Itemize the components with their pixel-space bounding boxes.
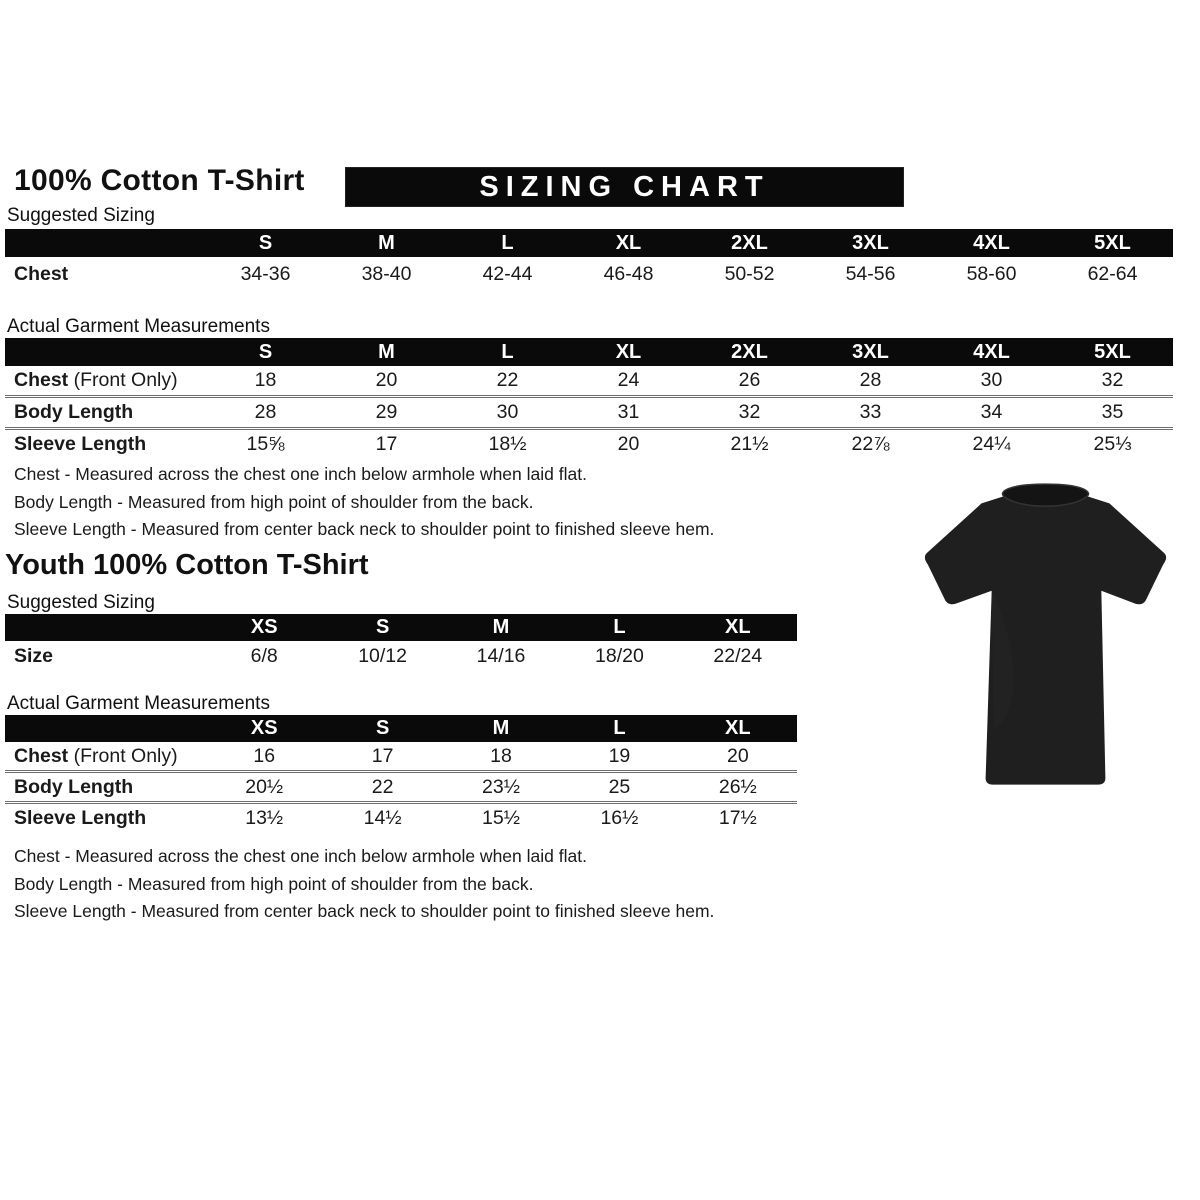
table-row — [5, 366, 1173, 398]
table-cell: 62-64 — [1087, 263, 1138, 285]
table-cell: 42-44 — [482, 263, 533, 285]
column-header: 2XL — [731, 232, 768, 254]
column-header: 5XL — [1094, 232, 1131, 254]
table-cell: 20 — [375, 369, 398, 391]
table-cell: 17 — [375, 433, 398, 455]
table-cell: 34 — [980, 401, 1003, 423]
youth-suggested-header-row — [5, 614, 797, 641]
row-label: Chest — [14, 745, 69, 767]
adult-suggested-header-row — [5, 229, 1173, 257]
table-cell: 28 — [859, 369, 882, 391]
column-header: S — [375, 717, 390, 739]
sizing-chart-banner: SIZING CHART — [345, 167, 904, 207]
table-cell: 21½ — [730, 433, 769, 455]
row-label-suffix: (Front Only) — [68, 745, 178, 767]
column-header: XS — [250, 717, 278, 739]
row-label: Sleeve Length — [14, 807, 147, 829]
column-header: 5XL — [1094, 341, 1131, 363]
row-label: Chest — [14, 369, 69, 391]
row-label: Body Length — [14, 776, 134, 798]
column-header: L — [501, 341, 514, 363]
table-cell: 16½ — [600, 807, 639, 829]
table-row — [5, 773, 797, 804]
table-cell: 34-36 — [240, 263, 291, 285]
column-header: M — [492, 717, 510, 739]
tshirt-body — [925, 496, 1166, 784]
table-cell: 20½ — [245, 776, 284, 798]
table-cell: 30 — [980, 369, 1003, 391]
youth-measurements-table — [5, 715, 797, 832]
table-cell: 22 — [371, 776, 394, 798]
table-cell: 25⅓ — [1093, 433, 1132, 455]
table-cell: 28 — [254, 401, 277, 423]
adult-title: 100% Cotton T-Shirt — [14, 164, 305, 197]
adult-suggested-sizing-label: Suggested Sizing — [7, 205, 155, 226]
column-header: M — [378, 341, 395, 363]
table-row — [5, 430, 1173, 459]
table-cell: 22⅞ — [851, 433, 890, 455]
column-header: 3XL — [852, 232, 889, 254]
table-cell: 35 — [1101, 401, 1124, 423]
table-cell: 20 — [617, 433, 640, 455]
table-cell: 58-60 — [966, 263, 1017, 285]
row-label: Body Length — [14, 401, 134, 423]
table-row — [5, 398, 1173, 430]
column-header: XL — [615, 232, 642, 254]
row-label: Sleeve Length — [14, 433, 147, 455]
youth-measurements-header-row — [5, 715, 797, 742]
table-cell: 32 — [738, 401, 761, 423]
column-header: S — [375, 616, 390, 638]
table-cell: 22/24 — [713, 645, 763, 667]
row-label-suffix: (Front Only) — [68, 369, 178, 391]
column-header: XL — [725, 616, 751, 638]
column-header: M — [378, 232, 395, 254]
table-cell: 19 — [608, 745, 631, 767]
table-row — [5, 641, 797, 672]
column-header: XL — [615, 341, 642, 363]
column-header: 4XL — [973, 232, 1010, 254]
youth-measurement-notes — [14, 843, 714, 926]
table-cell: 25 — [608, 776, 631, 798]
header-spacer — [5, 229, 205, 257]
table-cell: 46-48 — [603, 263, 654, 285]
table-row — [5, 742, 797, 773]
column-header: 2XL — [731, 341, 768, 363]
table-cell: 10/12 — [358, 645, 408, 667]
table-cell: 32 — [1101, 369, 1124, 391]
note-line: Chest - Measured across the chest one inch below armhole when laid flat. — [14, 464, 587, 484]
adult-measurements-label: Actual Garment Measurements — [7, 316, 270, 337]
table-cell: 18½ — [488, 433, 527, 455]
table-cell: 14½ — [363, 807, 402, 829]
table-cell: 16 — [253, 745, 276, 767]
table-cell: 17½ — [718, 807, 757, 829]
note-line: Sleeve Length - Measured from center back neck to shoulder point to finished sleeve hem. — [14, 519, 715, 539]
table-cell: 6/8 — [250, 645, 278, 667]
note-line: Chest - Measured across the chest one inch below armhole when laid flat. — [14, 846, 587, 866]
adult-measurements-table — [5, 338, 1173, 459]
row-label: Size — [14, 645, 54, 667]
table-cell: 22 — [496, 369, 519, 391]
column-header: XS — [250, 616, 278, 638]
header-spacer — [5, 338, 205, 366]
column-header: L — [613, 616, 626, 638]
column-header: L — [501, 232, 514, 254]
column-header: S — [258, 232, 273, 254]
table-cell: 54-56 — [845, 263, 896, 285]
table-cell: 13½ — [245, 807, 284, 829]
table-cell: 18 — [254, 369, 277, 391]
column-header: 4XL — [973, 341, 1010, 363]
note-line: Body Length - Measured from high point of shoulder from the back. — [14, 873, 534, 894]
youth-measurements-label: Actual Garment Measurements — [7, 693, 270, 714]
table-row — [5, 804, 797, 832]
column-header: M — [492, 616, 510, 638]
table-cell: 20 — [726, 745, 749, 767]
header-spacer — [5, 614, 205, 641]
table-cell: 17 — [371, 745, 394, 767]
table-cell: 24¼ — [972, 433, 1011, 455]
table-cell: 30 — [496, 401, 519, 423]
youth-title: Youth 100% Cotton T-Shirt — [5, 549, 369, 581]
column-header: L — [613, 717, 626, 739]
table-cell: 33 — [859, 401, 882, 423]
table-cell: 50-52 — [724, 263, 775, 285]
table-cell: 18 — [490, 745, 512, 767]
table-cell: 15½ — [482, 807, 520, 829]
column-header: XL — [725, 717, 751, 739]
table-cell: 26½ — [718, 776, 757, 798]
note-line: Body Length - Measured from high point of shoulder from the back. — [14, 491, 534, 512]
table-cell: 29 — [375, 401, 398, 423]
adult-measurements-header-row — [5, 338, 1173, 366]
table-cell: 24 — [617, 369, 640, 391]
column-header: S — [258, 341, 273, 363]
table-row — [5, 257, 1173, 291]
adult-measurement-notes — [14, 461, 714, 544]
tshirt-collar — [1003, 484, 1089, 506]
header-spacer — [5, 715, 205, 742]
table-cell: 26 — [738, 369, 761, 391]
youth-suggested-table — [5, 614, 797, 672]
tshirt-photo — [893, 476, 1198, 811]
table-cell: 18/20 — [595, 645, 644, 667]
column-header: 3XL — [852, 341, 889, 363]
table-cell: 15⅝ — [246, 433, 285, 455]
table-cell: 23½ — [482, 776, 520, 798]
youth-suggested-sizing-label: Suggested Sizing — [7, 592, 155, 613]
note-line: Sleeve Length - Measured from center back neck to shoulder point to finished sleeve hem. — [14, 901, 715, 921]
adult-suggested-table — [5, 229, 1173, 291]
table-cell: 31 — [617, 401, 640, 423]
table-cell: 14/16 — [476, 645, 526, 667]
table-cell: 38-40 — [361, 263, 412, 285]
row-label: Chest — [14, 263, 69, 285]
